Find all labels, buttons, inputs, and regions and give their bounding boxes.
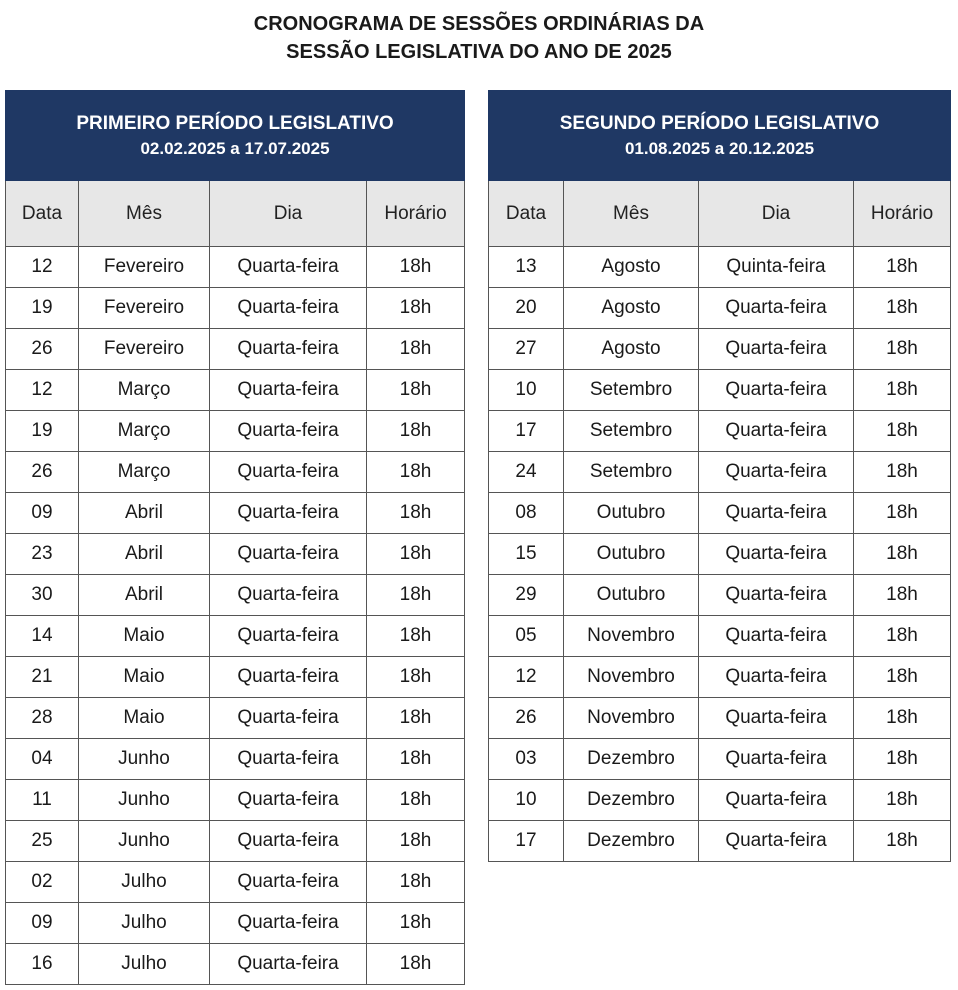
table-row [489,616,951,657]
cell-data: 10 [489,370,564,411]
cell-dia: Quarta-feira [210,329,367,370]
cell-mes: Julho [79,944,210,985]
column-header-row [6,181,465,247]
cell-data: 27 [489,329,564,370]
cell-dia: Quarta-feira [210,452,367,493]
cell-dia: Quarta-feira [699,534,854,575]
cell-horario: 18h [367,329,465,370]
cell-dia: Quarta-feira [210,903,367,944]
cell-mes: Março [79,370,210,411]
cell-dia: Quarta-feira [699,780,854,821]
cell-horario: 18h [854,452,951,493]
period-header-cell [489,91,951,181]
cell-mes: Agosto [564,329,699,370]
cell-dia: Quarta-feira [210,698,367,739]
table-row [489,698,951,739]
table-row [489,288,951,329]
cell-data: 11 [6,780,79,821]
cell-data: 05 [489,616,564,657]
table-row [489,452,951,493]
column-header-dia: Dia [699,181,854,247]
cell-horario: 18h [367,903,465,944]
cell-horario: 18h [854,411,951,452]
table-row [489,247,951,288]
cell-horario: 18h [367,862,465,903]
table-row [489,329,951,370]
table-row [6,247,465,288]
cell-mes: Novembro [564,657,699,698]
cell-data: 12 [489,657,564,698]
cell-dia: Quarta-feira [210,616,367,657]
cell-data: 21 [6,657,79,698]
period-title: PRIMEIRO PERÍODO LEGISLATIVO [76,112,394,134]
cell-data: 04 [6,739,79,780]
column-header-data: Data [489,181,564,247]
column-header-horario: Horário [367,181,465,247]
period-title: SEGUNDO PERÍODO LEGISLATIVO [559,112,880,134]
table-row [6,370,465,411]
cell-data: 17 [489,411,564,452]
table-row [6,903,465,944]
cell-data: 03 [489,739,564,780]
cell-horario: 18h [367,247,465,288]
cell-horario: 18h [854,739,951,780]
cell-horario: 18h [854,657,951,698]
first-period-table [5,90,465,985]
cell-mes: Julho [79,862,210,903]
cell-horario: 18h [854,780,951,821]
cell-horario: 18h [367,739,465,780]
cell-data: 25 [6,821,79,862]
cell-horario: 18h [367,452,465,493]
cell-data: 02 [6,862,79,903]
table-row [6,329,465,370]
column-header-data: Data [6,181,79,247]
cell-dia: Quarta-feira [699,575,854,616]
cell-dia: Quarta-feira [699,370,854,411]
cell-data: 15 [489,534,564,575]
first-period-header [6,91,465,181]
cell-data: 20 [489,288,564,329]
cell-data: 13 [489,247,564,288]
page-title-line2: SESSÃO LEGISLATIVA DO ANO DE 2025 [286,41,672,63]
cell-horario: 18h [367,780,465,821]
cell-data: 28 [6,698,79,739]
cell-dia: Quarta-feira [210,821,367,862]
cell-dia: Quarta-feira [699,821,854,862]
table-row [6,698,465,739]
column-header-horario: Horário [854,181,951,247]
cell-mes: Outubro [564,575,699,616]
cell-mes: Novembro [564,698,699,739]
cell-mes: Outubro [564,493,699,534]
cell-dia: Quarta-feira [699,411,854,452]
page-title [0,10,958,66]
cell-data: 19 [6,288,79,329]
table-row [489,534,951,575]
cell-horario: 18h [854,370,951,411]
cell-data: 26 [489,698,564,739]
table-row [6,616,465,657]
cell-data: 12 [6,247,79,288]
cell-dia: Quarta-feira [210,780,367,821]
cell-horario: 18h [367,657,465,698]
cell-dia: Quarta-feira [210,288,367,329]
table-row [6,821,465,862]
table-row [489,739,951,780]
cell-mes: Julho [79,903,210,944]
cell-dia: Quarta-feira [699,657,854,698]
cell-data: 29 [489,575,564,616]
cell-horario: 18h [367,534,465,575]
table-row [489,657,951,698]
cell-horario: 18h [367,575,465,616]
cell-mes: Dezembro [564,780,699,821]
table-row [6,411,465,452]
period-dates: 02.02.2025 a 17.07.2025 [140,138,330,158]
cell-dia: Quarta-feira [210,493,367,534]
cell-dia: Quarta-feira [210,739,367,780]
cell-horario: 18h [854,493,951,534]
cell-horario: 18h [854,698,951,739]
cell-data: 23 [6,534,79,575]
cell-data: 26 [6,329,79,370]
cell-data: 19 [6,411,79,452]
cell-dia: Quarta-feira [210,370,367,411]
cell-dia: Quarta-feira [210,657,367,698]
page-title-line1: CRONOGRAMA DE SESSÕES ORDINÁRIAS DA [253,13,705,35]
cell-horario: 18h [854,821,951,862]
cell-dia: Quarta-feira [699,452,854,493]
table-row [6,780,465,821]
column-header-row [489,181,951,247]
cell-dia: Quarta-feira [699,493,854,534]
column-header-dia: Dia [210,181,367,247]
cell-mes: Setembro [564,411,699,452]
column-header-mes: Mês [79,181,210,247]
cell-data: 24 [489,452,564,493]
cell-data: 09 [6,493,79,534]
cell-dia: Quinta-feira [699,247,854,288]
table-row [489,493,951,534]
cell-data: 30 [6,575,79,616]
table-row [6,739,465,780]
cell-dia: Quarta-feira [699,329,854,370]
table-row [489,370,951,411]
second-period-table [488,90,951,862]
column-header-mes: Mês [564,181,699,247]
cell-mes: Abril [79,534,210,575]
cell-data: 17 [489,821,564,862]
cell-mes: Fevereiro [79,329,210,370]
cell-data: 12 [6,370,79,411]
cell-mes: Abril [79,493,210,534]
table-row [489,411,951,452]
table-row [6,493,465,534]
cell-mes: Abril [79,575,210,616]
cell-data: 09 [6,903,79,944]
cell-mes: Março [79,411,210,452]
cell-dia: Quarta-feira [699,698,854,739]
cell-mes: Junho [79,780,210,821]
cell-horario: 18h [367,493,465,534]
cell-mes: Setembro [564,452,699,493]
cell-horario: 18h [854,575,951,616]
cell-data: 08 [489,493,564,534]
period-header-cell [6,91,465,181]
cell-mes: Agosto [564,247,699,288]
table-row [6,862,465,903]
cell-mes: Junho [79,821,210,862]
cell-mes: Outubro [564,534,699,575]
cell-horario: 18h [854,534,951,575]
cell-horario: 18h [367,288,465,329]
cell-horario: 18h [367,698,465,739]
cell-dia: Quarta-feira [210,575,367,616]
second-period-header [489,91,951,181]
cell-dia: Quarta-feira [210,247,367,288]
cell-mes: Maio [79,698,210,739]
cell-horario: 18h [854,616,951,657]
cell-horario: 18h [367,616,465,657]
cell-horario: 18h [367,821,465,862]
table-row [6,944,465,985]
cell-horario: 18h [367,411,465,452]
cell-dia: Quarta-feira [210,534,367,575]
cell-dia: Quarta-feira [210,411,367,452]
cell-mes: Dezembro [564,739,699,780]
cell-dia: Quarta-feira [699,288,854,329]
table-row [6,534,465,575]
cell-mes: Fevereiro [79,288,210,329]
cell-mes: Fevereiro [79,247,210,288]
cell-horario: 18h [854,288,951,329]
cell-horario: 18h [367,944,465,985]
cell-mes: Setembro [564,370,699,411]
cell-mes: Dezembro [564,821,699,862]
first-period-rows [6,247,465,985]
period-dates: 01.08.2025 a 20.12.2025 [624,138,815,158]
table-row [489,821,951,862]
cell-mes: Agosto [564,288,699,329]
cell-dia: Quarta-feira [210,862,367,903]
cell-data: 16 [6,944,79,985]
cell-data: 14 [6,616,79,657]
table-row [6,575,465,616]
cell-horario: 18h [367,370,465,411]
table-row [489,575,951,616]
cell-dia: Quarta-feira [210,944,367,985]
cell-horario: 18h [854,329,951,370]
cell-data: 10 [489,780,564,821]
cell-mes: Novembro [564,616,699,657]
table-row [6,657,465,698]
cell-mes: Maio [79,616,210,657]
table-row [6,288,465,329]
cell-mes: Junho [79,739,210,780]
cell-horario: 18h [854,247,951,288]
cell-mes: Março [79,452,210,493]
cell-mes: Maio [79,657,210,698]
table-row [489,780,951,821]
table-row [6,452,465,493]
cell-data: 26 [6,452,79,493]
second-period-rows [489,247,951,862]
cell-dia: Quarta-feira [699,739,854,780]
cell-dia: Quarta-feira [699,616,854,657]
